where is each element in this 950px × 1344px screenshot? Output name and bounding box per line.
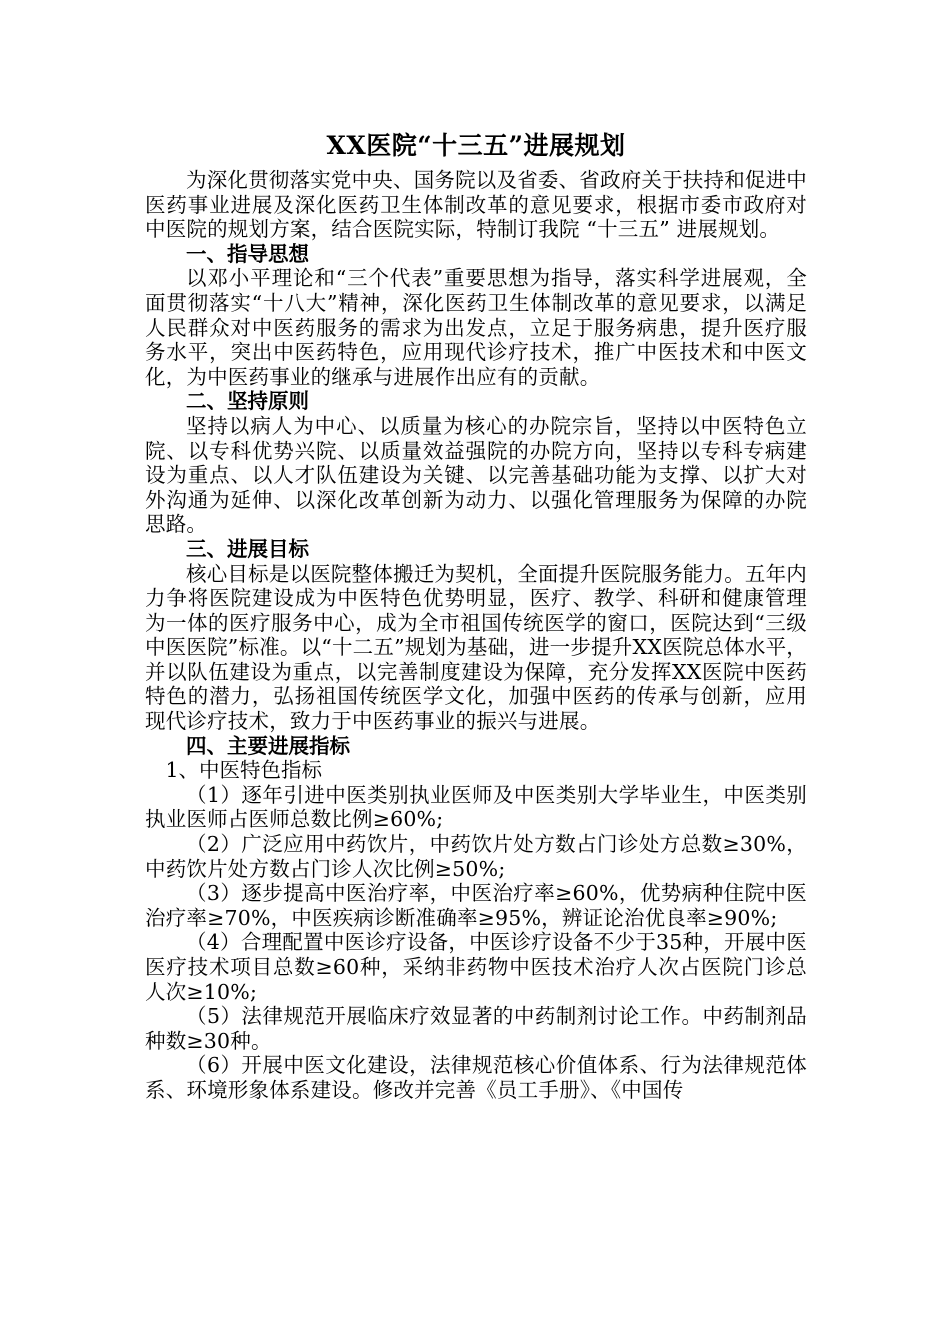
indicator-item-5: （5）法律规范开展临床疗效显著的中药制剂讨论工作。中药制剂品种数≥30种。 (145, 1004, 807, 1053)
document-title: XX医院“十三五”进展规划 (326, 131, 626, 160)
subsection-heading-tcm-indicators: 1、中医特色指标 (165, 758, 323, 783)
section-heading-goals: 三、进展目标 (186, 536, 309, 561)
document-page (145, 128, 807, 1103)
section-heading-indicators: 四、主要进展指标 (186, 733, 350, 758)
section-body-principles: 坚持以病人为中心、以质量为核心的办院宗旨，坚持以中医特色立院、以专科优势兴院、以质量效益强院的办院方向，坚持以专科专病建设为重点、以人才队伍建设为关键、以完善基础功能为支撑、以扩大对外沟通为延伸、以深化改革创新为动力、以强化管理服务为保障的办院思路。 (145, 413, 807, 537)
indicator-item-6: （6）开展中医文化建设，法律规范核心价值体系、行为法律规范体系、环境形象体系建设。修改并完善《员工手册》、《中国传 (145, 1053, 807, 1102)
intro-paragraph: 为深化贯彻落实党中央、国务院以及省委、省政府关于扶持和促进中医药事业进展及深化医药卫生体制改革的意见要求，根据市委市政府对中医院的规划方案，结合医院实际，特制订我院 “十三五” 进展规划。 (145, 168, 807, 242)
section-body-guiding-ideology: 以邓小平理论和“三个代表”重要思想为指导，落实科学进展观，全面贯彻落实“十八大”精神，深化医药卫生体制改革的意见要求，以满足人民群众对中医药服务的需求为出发点，立足于服务病患，提升医疗服务水平，突出中医药特色，应用现代诊疗技术，推广中医技术和中医文化，为中医药事业的继承与进展作出应有的贡献。 (145, 266, 807, 389)
indicator-item-4: （4）合理配置中医诊疗设备，中医诊疗设备不少于35种，开展中医医疗技术项目总数≥60种，采纳非药物中医技术治疗人次占医院门诊总人次≥10%; (145, 930, 807, 1004)
section-body-goals: 核心目标是以医院整体搬迁为契机，全面提升医院服务能力。五年内力争将医院建设成为中医特色优势明显，医疗、教学、科研和健康管理为一体的医疗服务中心，成为全市祖国传统医学的窗口，医院达到“三级中医医院”标准。以“十二五”规划为基础，进一步提升XX医院总体水平，并以队伍建设为重点，以完善制度建设为保障，充分发挥XX医院中医药特色的潜力，弘扬祖国传统医学文化，加强中医药的传承与创新，应用现代诊疗技术，致力于中医药事业的振兴与进展。 (145, 561, 807, 734)
indicator-item-3: （3）逐步提高中医治疗率，中医治疗率≥60%，优势病种住院中医治疗率≥70%，中医疾病诊断准确率≥95%，辨证论治优良率≥90%; (145, 881, 807, 930)
indicator-item-2: （2）广泛应用中药饮片，中药饮片处方数占门诊处方总数≥30%，中药饮片处方数占门诊人次比例≥50%; (145, 832, 807, 881)
section-heading-guiding-ideology: 一、指导思想 (186, 241, 309, 266)
indicator-item-1: （1）逐年引进中医类别执业医师及中医类别大学毕业生，中医类别执业医师占医师总数比例≥60%; (145, 782, 807, 832)
section-heading-principles: 二、坚持原则 (186, 389, 309, 414)
